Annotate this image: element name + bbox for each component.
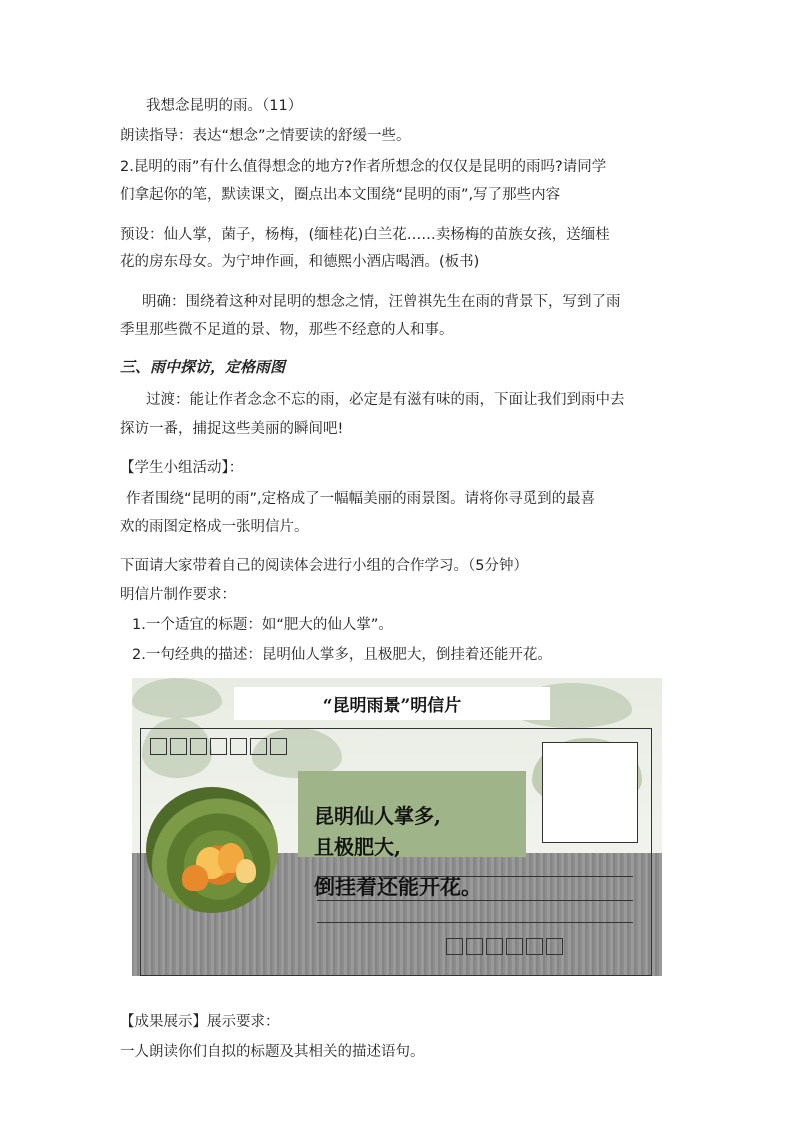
lesson-line: 朗读指导：表达“想念”之情要读的舒缓一些。 xyxy=(120,128,411,144)
address-line xyxy=(317,922,633,923)
postcard-illustration xyxy=(132,678,662,976)
leaf-shape xyxy=(132,678,222,718)
lesson-line: 下面请大家带着自己的阅读体会进行小组的合作学习。（5分钟） xyxy=(120,558,528,574)
lesson-line: 2.一句经典的描述：昆明仙人掌多，且极肥大，倒挂着还能开花。 xyxy=(132,647,552,663)
postcode-boxes-top xyxy=(150,738,287,755)
lesson-line: 预设：仙人掌，菌子，杨梅，(缅桂花)白兰花……卖杨梅的苗族女孩，送缅桂 xyxy=(120,227,610,243)
section-heading: 三、雨中探访，定格雨图 xyxy=(120,358,286,376)
lesson-line: 【学生小组活动】： xyxy=(120,460,244,476)
address-line xyxy=(317,876,633,877)
postcard-message-line: 倒挂着还能开花。 xyxy=(314,874,482,899)
lesson-line: 【成果展示】展示要求： xyxy=(120,1014,280,1030)
postcard-message-line: 且极肥大, xyxy=(314,835,401,859)
lesson-line: 作者围绕“昆明的雨”,定格成了一幅幅美丽的雨景图。请将你寻觅到的最喜 xyxy=(126,491,596,507)
postcode-boxes-bottom xyxy=(446,938,563,955)
lesson-line: 2.昆明的雨”有什么值得想念的地方?作者所想念的仅仅是昆明的雨吗?请同学 xyxy=(120,159,607,175)
lesson-line: 一人朗读你们自拟的标题及其相关的描述语句。 xyxy=(120,1044,425,1060)
lesson-line: 欢的雨图定格成一张明信片。 xyxy=(120,519,309,535)
postcard-message-line: 昆明仙人掌多, xyxy=(314,804,441,828)
lesson-line: 明确：围绕着这种对昆明的想念之情，汪曾祺先生在雨的背景下，写到了雨 xyxy=(142,294,621,310)
address-line xyxy=(317,900,633,901)
postcard-title: “昆明雨景”明信片 xyxy=(234,687,550,720)
lesson-line: 们拿起你的笔，默读课文，圈点出本文围绕“昆明的雨”,写了那些内容 xyxy=(120,187,561,203)
lesson-line: 花的房东母女。为宁坤作画，和德熙小酒店喝酒。(板书) xyxy=(120,254,480,270)
cactus-flower-image xyxy=(146,787,278,913)
lesson-line: 我想念昆明的雨。（11） xyxy=(146,98,303,114)
lesson-line: 探访一番，捕捉这些美丽的瞬间吧! xyxy=(120,421,344,437)
lesson-line: 1.一个适宜的标题：如“肥大的仙人掌”。 xyxy=(132,617,393,633)
stamp-box xyxy=(542,742,638,843)
lesson-line: 季里那些微不足道的景、物，那些不经意的人和事。 xyxy=(120,322,454,338)
lesson-line: 过渡：能让作者念念不忘的雨，必定是有滋有味的雨，下面让我们到雨中去 xyxy=(146,392,625,408)
lesson-line: 明信片制作要求： xyxy=(120,587,236,603)
